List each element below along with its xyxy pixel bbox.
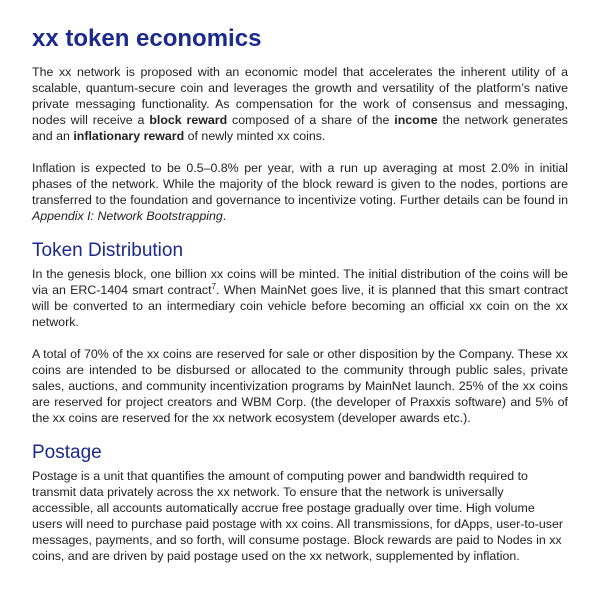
- text-run: . When MainNet goes live, it is planned that this smart contract will be converted to an intermediary coin vehicle before becoming an official xx coin on the xx network.: [32, 283, 569, 329]
- text-run: composed of a share of the: [227, 113, 395, 127]
- text-run: In the genesis block, one billion xx coins will be minted. The initial distribution of the coins will be via an ERC-1404 smart contract: [32, 267, 568, 297]
- appendix-reference: Appendix I: Network Bootstrapping: [32, 209, 223, 223]
- postage-paragraph: Postage is a unit that quantifies the amount of computing power and bandwidth required to transmit data privately across the xx network. To ensure that the network is universally accessible, all accounts automatically accrue free postage gradually over time. High volume users will need to purchase paid postage with xx coins. All transmissions, for dApps, user-to-user messages, payments, and so forth, will consume postage. Block rewards are paid to Nodes in xx coins, and are driven by paid postage used on the xx network, supplemented by inflation.: [32, 469, 563, 563]
- section-heading-token-distribution: Token Distribution: [32, 240, 184, 261]
- text-run: .: [222, 209, 227, 223]
- distribution-paragraph-1: [32, 266, 568, 330]
- paragraph-spacer: [32, 330, 568, 346]
- section-spacer: [32, 224, 568, 239]
- text-run: of newly minted xx coins.: [184, 129, 326, 143]
- section-heading-postage: Postage: [32, 442, 102, 463]
- bold-term-income: income: [394, 113, 438, 127]
- footnote-marker: 7: [211, 281, 217, 291]
- text-run: the network generates and an: [32, 113, 569, 143]
- section-spacer: [32, 426, 568, 441]
- distribution-paragraph-2: A total of 70% of the xx coins are reserved for sale or other disposition by the Company. These xx coins are intended to be disbursed or allocated to the community through public sales, private sales, auctions, and community incentivization programs by MainNet launch. 25% of the xx coins are reserved for project creators and WBM Corp. (the developer of Praxxis software) and 5% of the xx coins are reserved for the xx network ecosystem (developer awards etc.).: [32, 347, 568, 425]
- bold-term-block-reward: block reward: [149, 113, 228, 127]
- page-title: xx token economics: [32, 25, 262, 52]
- text-run: Inflation is expected to be 0.5–0.8% per year, with a run up averaging at most 2.0% in initial phases of the network. While the majority of the block reward is given to the nodes, portions are transferred to the foundation and governance to incentivize voting. Further details can be found in: [32, 161, 568, 207]
- paragraph-spacer: [32, 144, 568, 160]
- text-run: The xx network is proposed with an economic model that accelerates the inherent utility of a scalable, quantum-secure coin and leverages the growth and versatility of the platform’s native private messaging functionality. As compensation for the work of consensus and messaging, nodes will receive a: [32, 65, 568, 127]
- economics-paragraph-1: [32, 64, 568, 144]
- economics-paragraph-2: [32, 160, 568, 224]
- document-page: [32, 24, 568, 564]
- bold-term-inflationary-reward: inflationary reward: [73, 129, 185, 143]
